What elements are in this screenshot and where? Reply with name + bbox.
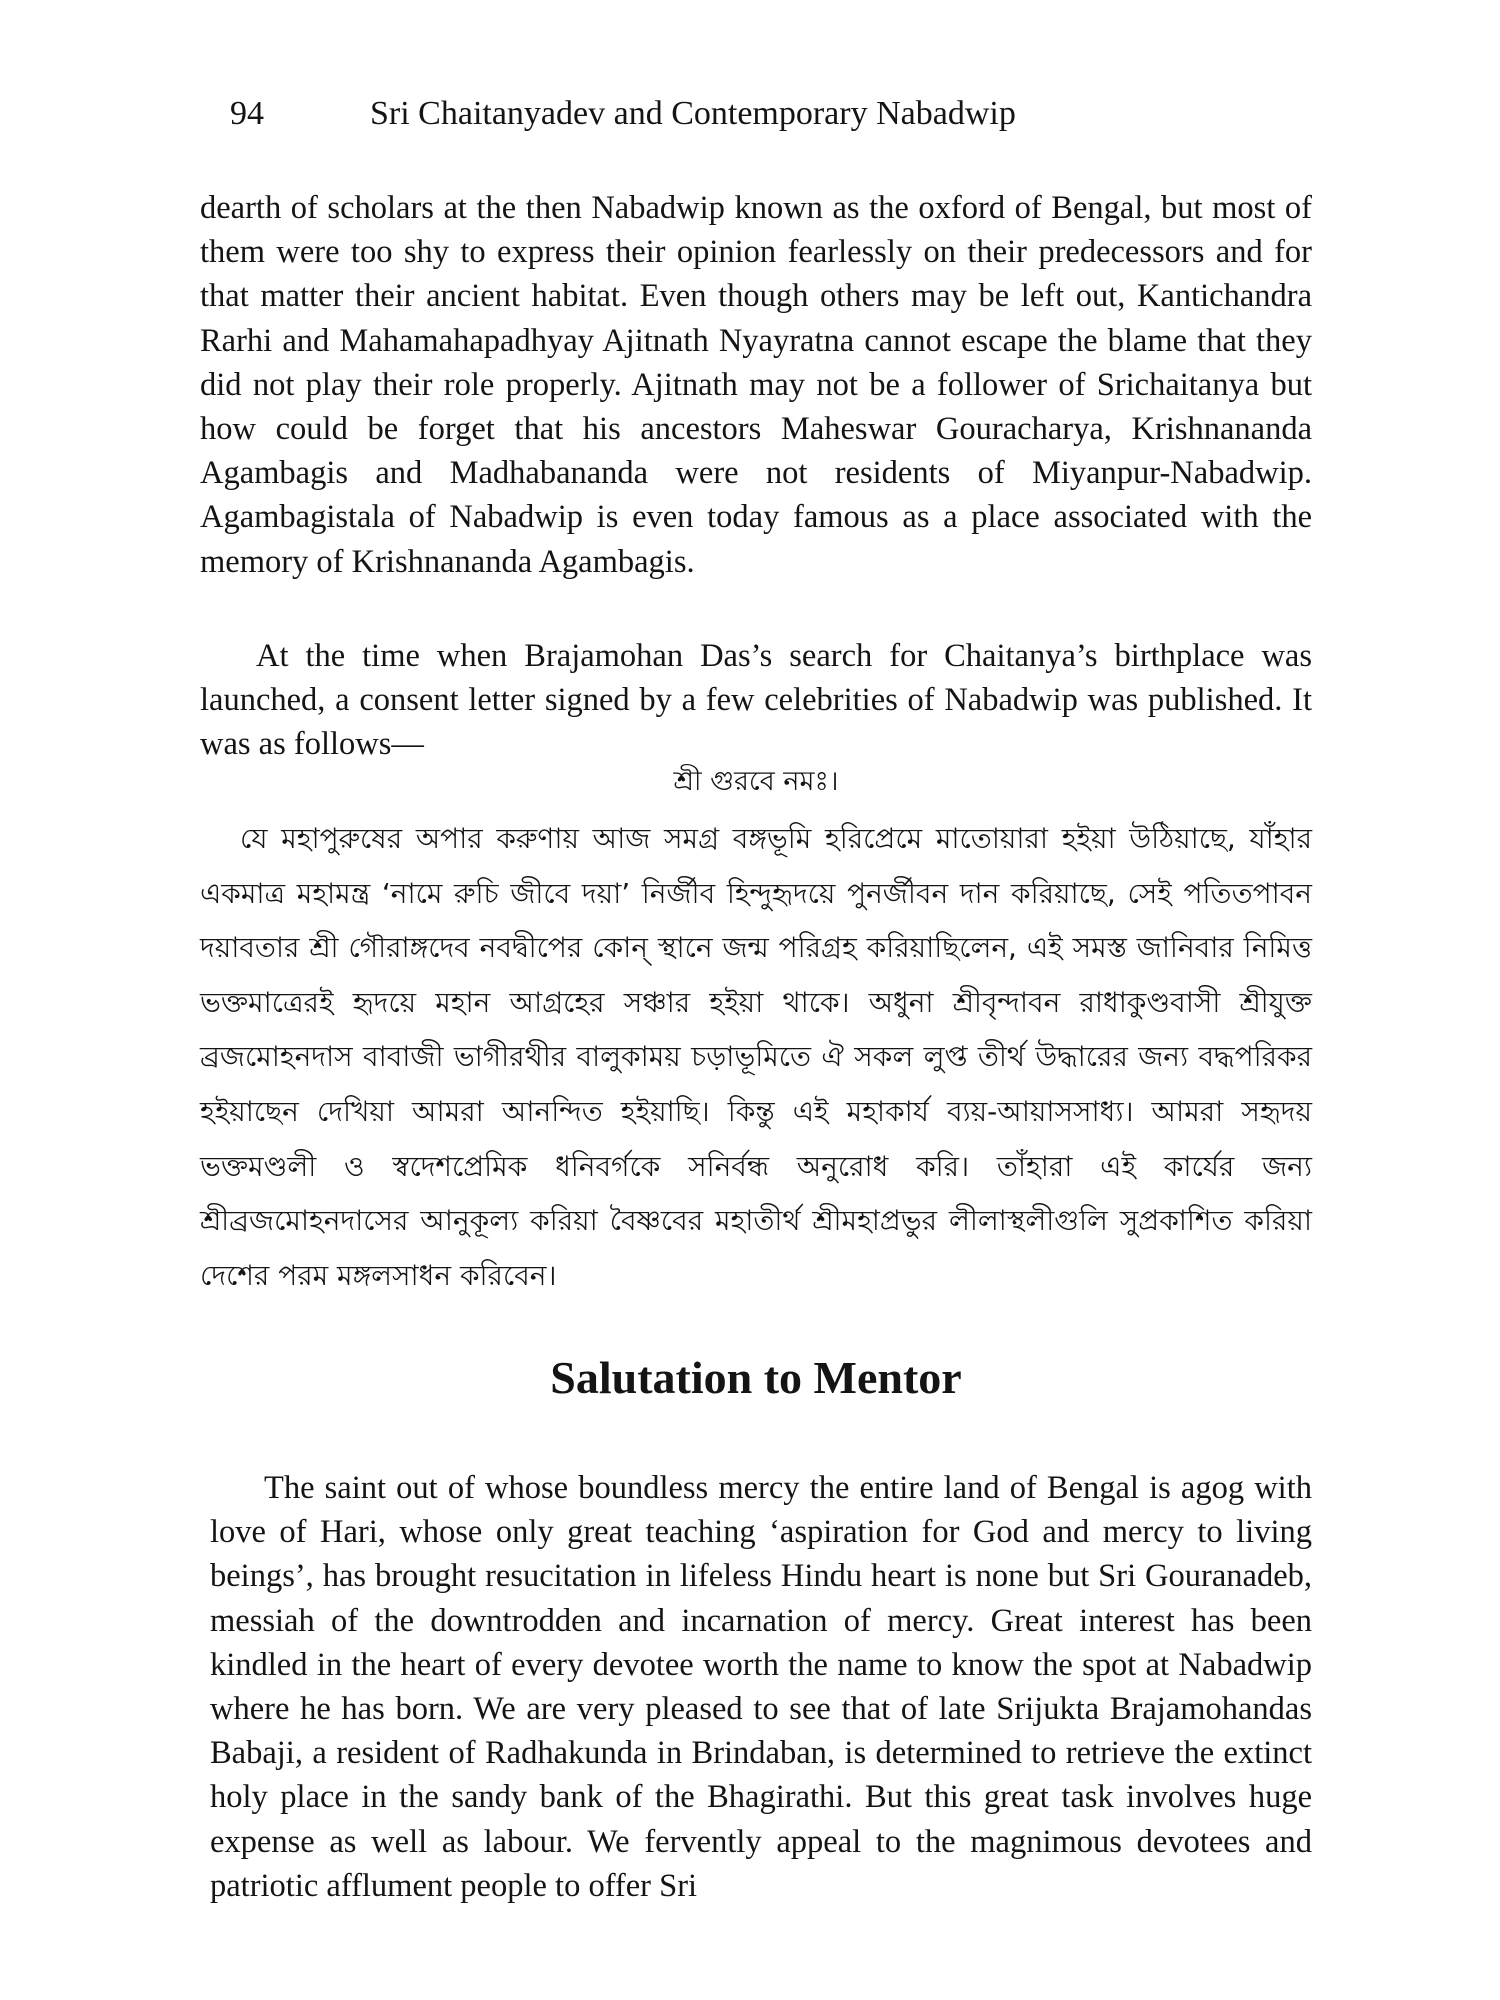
page-number: 94 — [230, 95, 264, 132]
bengali-salutation: শ্রী গুরবে নমঃ। — [673, 766, 839, 797]
bengali-letter-paragraph: যে মহাপুরুষের অপার করুণায় আজ সমগ্র বঙ্গভূমি হরিপ্রেমে মাতোয়ারা হইয়া উঠিয়াছে, যাঁহার একমাত্র মহামন্ত্র ‘নামে রুচি জীবে দয়া’ নির্জীব হিন্দুহৃদয়ে পুনর্জীবন দান করিয়াছে, সেই পতিতপাবন দয়াবতার শ্রী গৌরাঙ্গদেব নবদ্বীপের কোন্ স্থানে জন্ম পরিগ্রহ করিয়াছিলেন, এই সমস্ত জানিবার নিমিত্ত ভক্তমাত্রেরই হৃদয়ে মহান আগ্রহের সঞ্চার হইয়া থাকে। অধুনা শ্রীবৃন্দাবন রাধাকুণ্ডবাসী শ্রীযুক্ত ব্রজমোহনদাস বাবাজী ভাগীরথীর বালুকাময় চড়াভূমিতে ঐ সকল লুপ্ত তীর্থ উদ্ধারের জন্য বদ্ধপরিকর হইয়াছেন দেখিয়া আমরা আনন্দিত হইয়াছি। কিন্তু এই মহাকার্য ব্যয়-আয়াসসাধ্য। আমরা সহৃদয় ভক্তমণ্ডলী ও স্বদেশপ্রেমিক ধনিবর্গকে সনির্বন্ধ অনুরোধ করি। তাঁহারা এই কার্যের জন্য শ্রীব্রজমোহনদাসের আনুকূল্য করিয়া বৈষ্ণবের মহাতীর্থ শ্রীমহাপ্রভুর লীলাস্থলীগুলি সুপ্রকাশিত করিয়া দেশের পরম মঙ্গলসাধন করিবেন। — [200, 822, 1312, 1292]
running-title: Sri Chaitanyadev and Contemporary Nabadwip — [370, 95, 1016, 132]
paragraph-translation: The saint out of whose boundless mercy the entire land of Bengal is agog with love of Hari, whose only great teaching ‘aspiration for God and mercy to living beings’, has brought resucitation in lifeless Hindu heart is none but Sri Gouranadeb, messiah of the downtrodden and incarnation of mercy. Great interest has been kindled in the heart of every devotee worth the name to know the spot at Nabadwip where he has born. We are very pleased to see that of late Srijukta Brajamohandas Babaji, a resident of Radhakunda in Brindaban, is determined to retrieve the extinct holy place in the sandy bank of the Bhagirathi. But this great task involves huge expense as well as labour. We fervently appeal to the magnimous devotees and patriotic afflument people to offer Sri — [210, 1470, 1312, 1904]
section-heading: Salutation to Mentor — [550, 1352, 962, 1403]
paragraph-scholars: dearth of scholars at the then Nabadwip known as the oxford of Bengal, but most of them were too shy to express their opinion fearlessly on their predecessors and for that matter their ancient habitat. Even though others may be left out, Kantichandra Rarhi and Mahamahapadhyay Ajitnath Nyayratna cannot escape the blame that they did not play their role properly. Ajitnath may not be a follower of Srichaitanya but how could be forget that his ancestors Maheswar Gouracharya, Krishnananda Agambagis and Madhabananda were not residents of Miyanpur-Nabadwip. Agambagistala of Nabadwip is even today famous as a place associated with the memory of Krishnananda Agambagis. — [200, 190, 1312, 580]
paragraph-consent-letter: At the time when Brajamohan Das’s search for Chaitanya’s birthplace was launched, a consent letter signed by a few celebrities of Nabadwip was published. It was as follows— — [200, 638, 1312, 763]
page-header — [230, 94, 1016, 134]
